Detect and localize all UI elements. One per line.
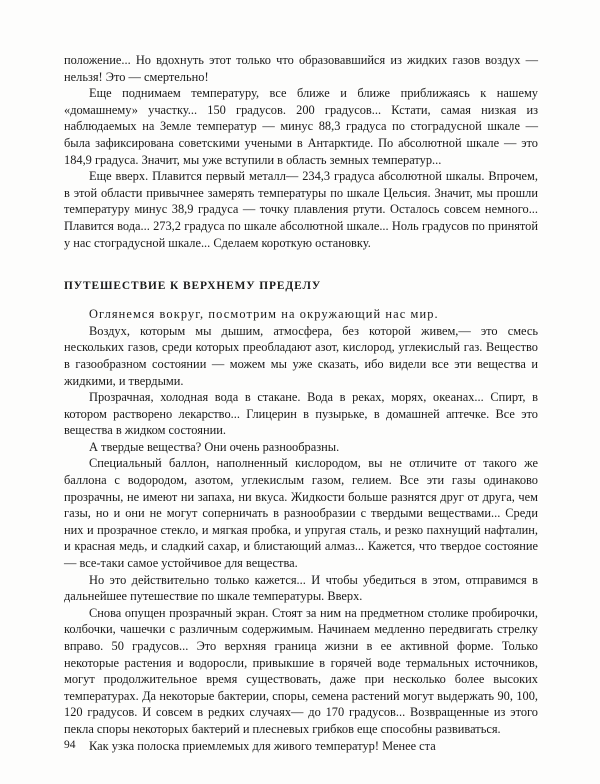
paragraph: положение... Но вдохнуть этот только что образовавшийся из жидких газов воздух — нельзя! Это — смертельно! [64, 53, 538, 84]
paragraph: Прозрачная, холодная вода в стакане. Вода в реках, морях, океанах... Спирт, в котором растворено лекарство... Глицерин в пузырьке, в домашней аптечке. Все это вещества в жидком состоянии. [64, 390, 538, 438]
paragraph: Специальный баллон, наполненный кислородом, вы не отличите от такого же баллона с водородом, азотом, углекислым газом, гелием. Все эти газы одинаково прозрачны, не имеют ни запаха, ни вкуса. Жидкости больше разнятся друг от друга, чем газы, но и они не могут соперничать в разнообразии с твердыми веществами... Среди них и прозрачное стекло, и мягкая пробка, и упругая сталь, и резко пахнущий нафталин, и красная медь, и сладкий сахар, и блистающий алмаз... Кажется, что твердое состояние — все-таки самое устойчивое для вещества. [64, 456, 538, 571]
main-text-block [64, 306, 538, 754]
paragraph: А твердые вещества? Они очень разнообразны. [89, 439, 340, 454]
paragraph: Еще поднимаем температуру, все ближе и ближе приближаясь к нашему «домашнему» участку... 150 градусов. 200 градусов... Кстати, самая низкая из наблюдаемых на Земле температур — минус 88,3 градуса по стоградусной шкале — была зафиксирована советскими учеными в Антарктиде. По абсолютной шкале — это 184,9 градуса. Значит, мы уже вступили в область земных температур... [64, 86, 538, 167]
paragraph: Воздух, которым мы дышим, атмосфера, без которой живем,— это смесь нескольких газов, среди которых преобладают азот, кислород, углекислый газ. Вещество в газообразном состоянии — можем мы уже сказать, ибо видели все эти вещества и жидкими, и твердыми. [64, 323, 538, 388]
paragraph: Снова опущен прозрачный экран. Стоят за ним на предметном столике пробирочки, колбочки, чашечки с различным содержимым. Начинаем медленно передвигать стрелку вправо. 50 градусов... Это верхняя граница жизни в ее активной форме. Только некоторые растения и водоросли, привыкшие в горячей воде термальных источников, могут продолжительное время существовать, даже при несколько более высоких температурах. Да некоторые бактерии, споры, семена растений могут выдержать 90, 100, 120 градусов. И совсем в редких случаях— до 170 градусов... Возвращенные из этого пекла споры некоторых бактерий и плесневых грибков еще способны развиваться. [64, 605, 538, 736]
paragraph: Как узка полоска приемлемых для живого температур! Менее ста [89, 738, 436, 753]
paragraph: Еще вверх. Плавится первый металл— 234,3 градуса абсолютной шкалы. Впрочем, в этой области привычнее замерять температуры по шкале Цельсия. Значит, мы прошли температуру минус 38,9 градуса — точку плавления ртути. Осталось совсем немного... Плавится вода... 273,2 градуса по шкале абсолютной шкале... Ноль градусов по принятой у нас стоградусной шкале... Сделаем короткую остановку. [64, 169, 538, 250]
section-heading: ПУТЕШЕСТВИЕ К ВЕРХНЕМУ ПРЕДЕЛУ [64, 280, 322, 293]
paragraph: Но это действительно только кажется... И чтобы убедиться в этом, отправимся в дальнейшее путешествие по шкале температуры. Вверх. [64, 572, 538, 604]
top-text-block [64, 52, 538, 251]
paragraph: Оглянемся вокруг, посмотрим на окружающий нас мир. [89, 307, 439, 322]
page-number: 94 [64, 739, 76, 751]
